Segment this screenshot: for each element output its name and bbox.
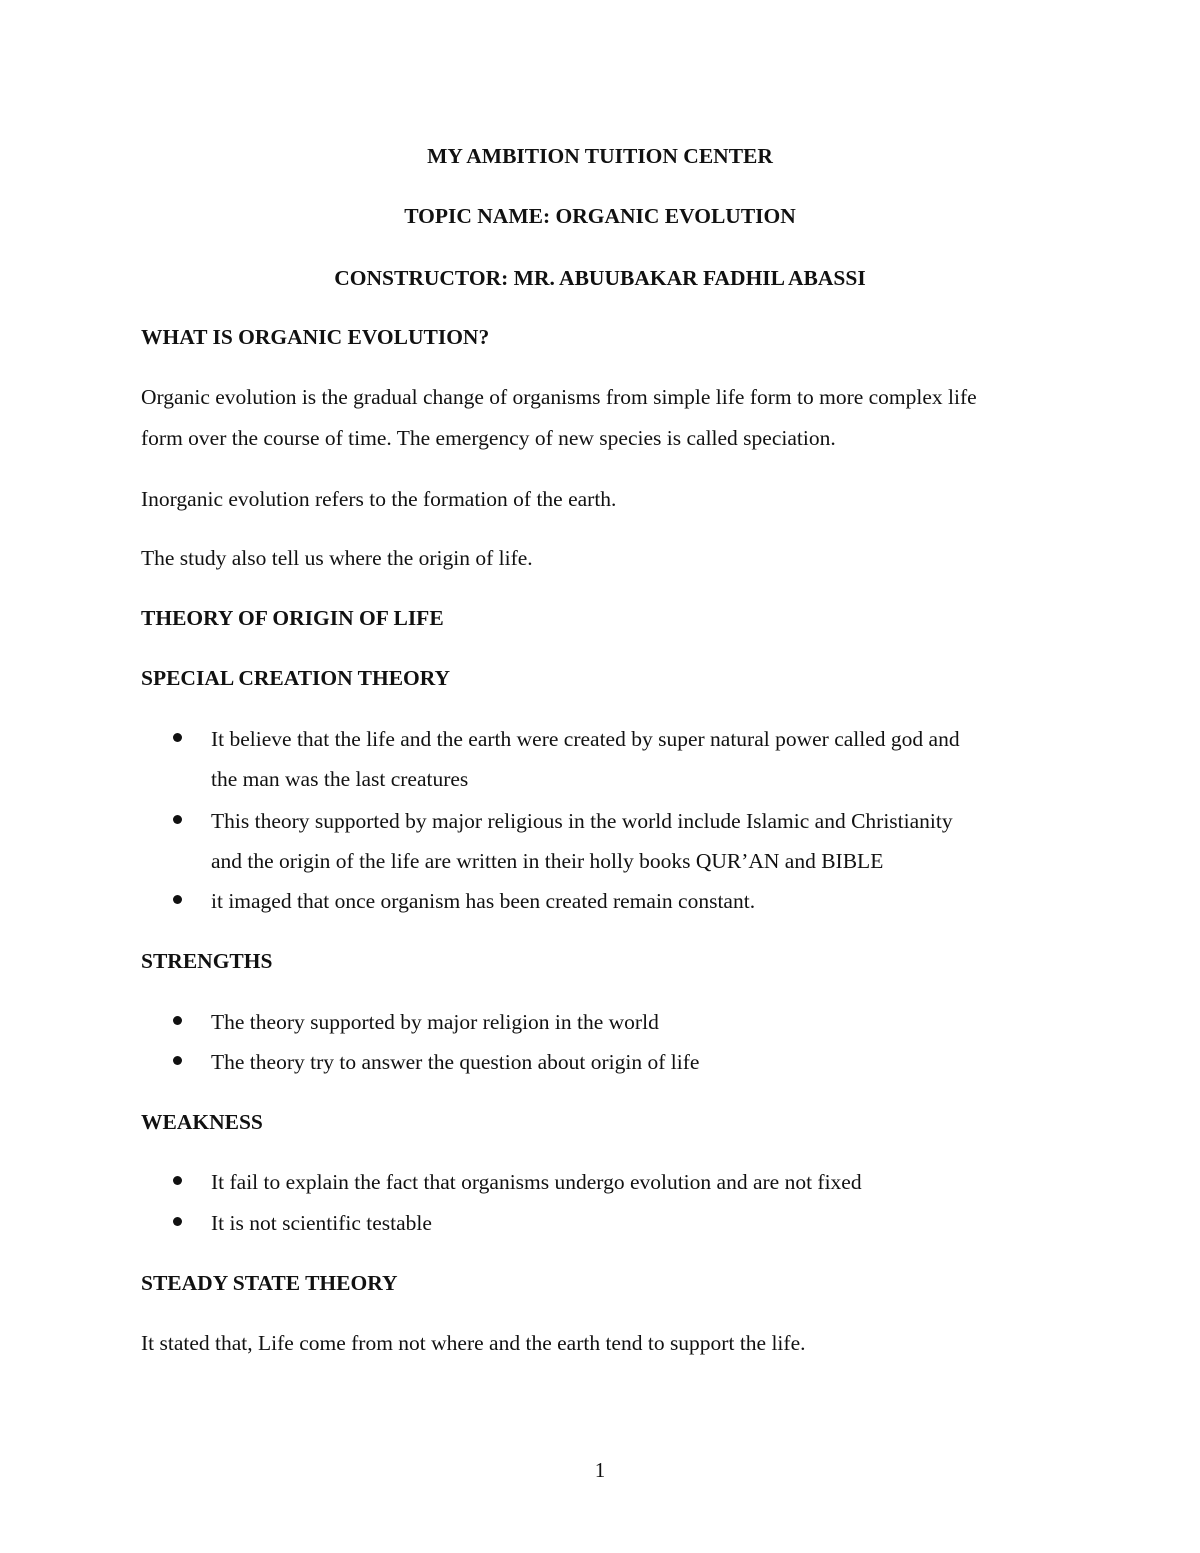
special-creation-item-1-line-1: It believe that the life and the earth were created by super natural power called god and — [211, 727, 960, 751]
special-creation-item-3: it imaged that once organism has been created remain constant. — [211, 889, 756, 913]
bullet-icon — [173, 733, 182, 742]
definition-line-1: Organic evolution is the gradual change of organisms from simple life form to more complex life — [141, 385, 977, 409]
special-creation-heading: SPECIAL CREATION THEORY — [141, 666, 451, 690]
constructor-title: CONSTRUCTOR: MR. ABUUBAKAR FADHIL ABASSI — [334, 266, 866, 290]
strengths-heading: STRENGTHS — [141, 949, 273, 973]
steady-state-heading: STEADY STATE THEORY — [141, 1271, 398, 1295]
bullet-icon — [173, 1016, 182, 1025]
steady-state-text: It stated that, Life come from not where and the earth tend to support the life. — [141, 1331, 806, 1355]
weakness-heading: WEAKNESS — [141, 1110, 263, 1134]
topic-title: TOPIC NAME: ORGANIC EVOLUTION — [404, 204, 796, 228]
page-number: 1 — [594, 1458, 606, 1482]
bullet-icon — [173, 895, 182, 904]
bullet-icon — [173, 1217, 182, 1226]
study-text: The study also tell us where the origin of life. — [141, 546, 533, 570]
definition-line-2: form over the course of time. The emergency of new species is called speciation. — [141, 426, 836, 450]
organic-evolution-heading: WHAT IS ORGANIC EVOLUTION? — [141, 325, 490, 349]
weakness-item-1: It fail to explain the fact that organisms undergo evolution and are not fixed — [211, 1170, 862, 1194]
special-creation-item-1-line-2: the man was the last creatures — [211, 767, 469, 791]
strength-item-1: The theory supported by major religion in the world — [211, 1010, 659, 1034]
bullet-icon — [173, 815, 182, 824]
theory-origin-heading: THEORY OF ORIGIN OF LIFE — [141, 606, 444, 630]
center-title: MY AMBITION TUITION CENTER — [427, 144, 773, 168]
strength-item-2: The theory try to answer the question about origin of life — [211, 1050, 700, 1074]
special-creation-item-2-line-1: This theory supported by major religious in the world include Islamic and Christianity — [211, 809, 953, 833]
bullet-icon — [173, 1176, 182, 1185]
weakness-item-2: It is not scientific testable — [211, 1211, 432, 1235]
inorganic-evolution-text: Inorganic evolution refers to the formation of the earth. — [141, 487, 617, 511]
bullet-icon — [173, 1056, 182, 1065]
special-creation-item-2-line-2: and the origin of the life are written in their holly books QUR’AN and BIBLE — [211, 849, 884, 873]
